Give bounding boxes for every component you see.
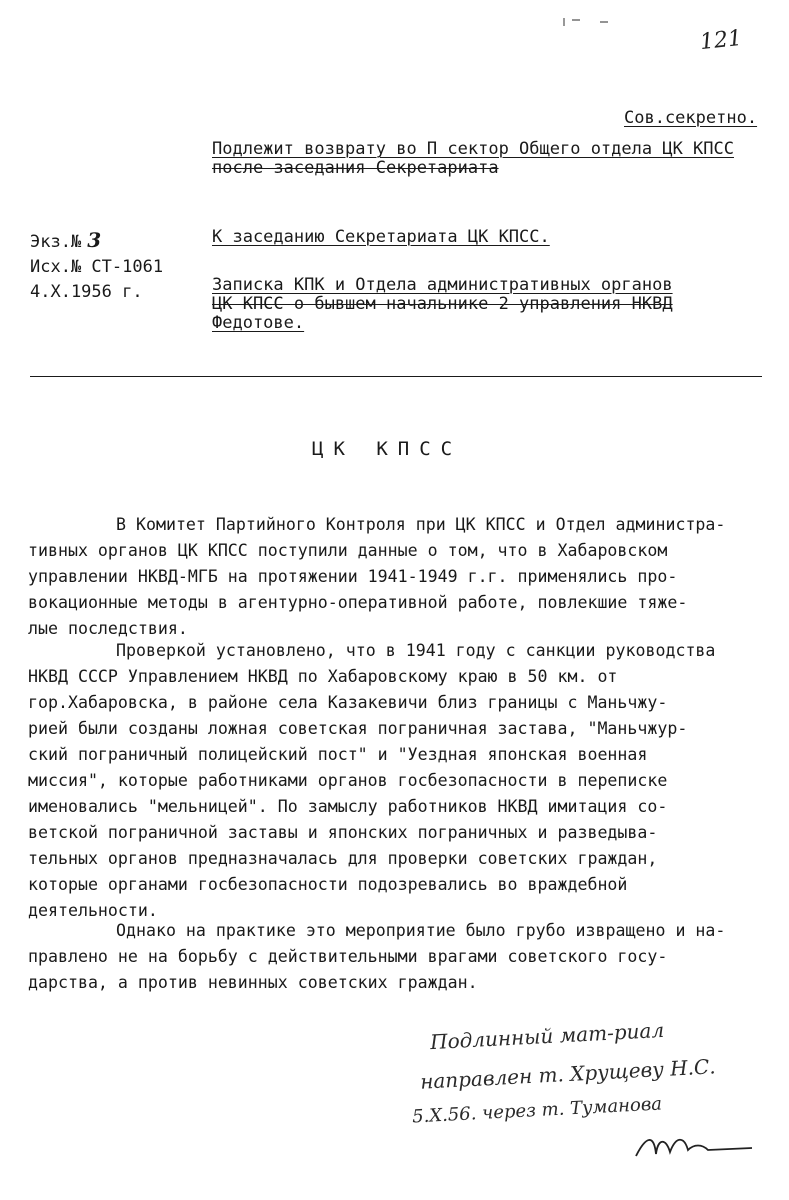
- body-line: гор.Хабаровска, в районе села Казакевичи близ границы с Маньчжу-: [28, 693, 668, 712]
- body-line: дарства, а против невинных советских граждан.: [28, 973, 478, 992]
- subject-line: ЦК КПСС о бывшем начальнике 2 управления НКВД: [212, 294, 673, 314]
- pencil-mark-icon: [560, 12, 620, 32]
- body-line: именовались "мельницей". По замыслу работников НКВД имитация со-: [28, 797, 668, 816]
- classification-stamp: Сов.секретно.: [624, 108, 758, 128]
- body-line: НКВД СССР Управлением НКВД по Хабаровскому краю в 50 км. от: [28, 667, 618, 686]
- body-line: Проверкой установлено, что в 1941 году с санкции руководства: [116, 641, 716, 660]
- copy-label: Экз.№: [30, 232, 82, 252]
- body-line: В Комитет Партийного Контроля при ЦК КПСС и Отдел администра-: [116, 515, 726, 534]
- body-paragraph-1: [28, 512, 758, 642]
- page-number: 121: [698, 25, 744, 56]
- body-line: лые последствия.: [28, 619, 188, 638]
- body-line: правлено не на борьбу с действительными врагами советского госу-: [28, 947, 668, 966]
- return-note-line: Подлежит возврату во П сектор Общего отдела ЦК КПСС: [212, 139, 734, 159]
- copy-number: 3: [87, 228, 102, 252]
- body-line: управлении НКВД-МГБ на протяжении 1941-1949 г.г. применялись про-: [28, 567, 678, 586]
- body-paragraph-3: [28, 918, 758, 996]
- body-line: ский пограничный полицейский пост" и "Уездная японская военная: [28, 745, 648, 764]
- return-note: [212, 140, 734, 178]
- signature-icon: [632, 1126, 762, 1166]
- body-line: рией были созданы ложная советская пограничная застава, "Маньчжур-: [28, 719, 688, 738]
- body-paragraph-2: [28, 638, 758, 924]
- body-line: вокационные методы в агентурно-оперативной работе, повлекшие тяже-: [28, 593, 688, 612]
- outgoing-number: Исх.№ СТ-1061: [30, 257, 164, 277]
- handwritten-line: направлен т. Хрущеву Н.С.: [419, 1054, 717, 1094]
- body-line: тивных органов ЦК КПСС поступили данные о том, что в Хабаровском: [28, 541, 668, 560]
- body-line: которые органами госбезопасности подозревались во враждебной: [28, 875, 628, 894]
- body-line: тельных органов предназначалась для проверки советских граждан,: [28, 849, 658, 868]
- document-meta: [30, 228, 163, 305]
- body-line: миссия", которые работниками органов госбезопасности в переписке: [28, 771, 668, 790]
- subject-line: Записка КПК и Отдела административных органов: [212, 275, 673, 295]
- body-line: ветской пограничной заставы и японских пограничных и разведыва-: [28, 823, 658, 842]
- handwritten-note: [412, 1018, 772, 1168]
- copy-number-row: [30, 228, 163, 255]
- header-divider: [30, 376, 762, 377]
- meeting-title: К заседанию Секретариата ЦК КПСС.: [212, 227, 550, 247]
- body-line: Однако на практике это мероприятие было грубо извращено и на-: [116, 921, 726, 940]
- return-note-line: после заседания Секретариата: [212, 158, 499, 178]
- subject-line: Федотове.: [212, 313, 305, 333]
- handwritten-line: Подлинный мат-риал: [429, 1017, 665, 1055]
- addressee: ЦК КПСС: [312, 438, 463, 460]
- subject-block: [212, 276, 673, 333]
- handwritten-line: 5.X.56. через т. Туманова: [411, 1093, 663, 1128]
- document-date: 4.X.1956 г.: [30, 282, 143, 302]
- body-line: деятельности.: [28, 901, 158, 920]
